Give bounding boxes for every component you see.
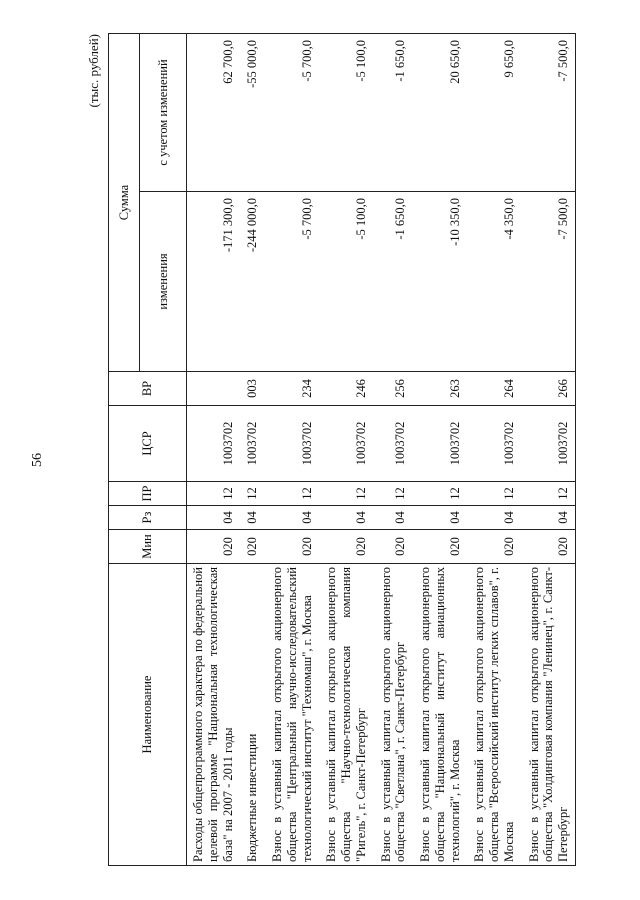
row-csr: 1003702 <box>373 406 413 482</box>
row-csr: 1003702 <box>239 406 264 482</box>
row-pr: 12 <box>466 482 520 506</box>
header-csr: ЦСР <box>109 406 187 482</box>
row-rz: 04 <box>412 506 466 530</box>
row-pr: 12 <box>239 482 264 506</box>
row-change: -5 700,0 <box>264 192 318 372</box>
row-name: Взнос в уставный капитал открытого акционерного общества "Холдинговая компания "Ленинец", г. Санкт-Петербург <box>521 564 576 866</box>
header-vr: ВР <box>109 372 187 406</box>
row-min: 020 <box>187 530 240 564</box>
row-csr: 1003702 <box>466 406 520 482</box>
table-row <box>264 34 318 866</box>
row-with-change: 9 650,0 <box>466 34 520 192</box>
row-rz: 04 <box>264 506 318 530</box>
header-pr: ПР <box>109 482 187 506</box>
row-vr: 263 <box>412 372 466 406</box>
row-change: -5 100,0 <box>318 192 372 372</box>
row-min: 020 <box>521 530 576 564</box>
row-pr: 12 <box>187 482 240 506</box>
row-pr: 12 <box>264 482 318 506</box>
row-min: 020 <box>412 530 466 564</box>
row-change: -171 300,0 <box>187 192 240 372</box>
row-csr: 1003702 <box>264 406 318 482</box>
row-csr: 1003702 <box>521 406 576 482</box>
row-vr: 003 <box>239 372 264 406</box>
row-name: Взнос в уставный капитал открытого акционерного общества "Светлана", г. Санкт-Петербург <box>373 564 413 866</box>
row-change: -244 000,0 <box>239 192 264 372</box>
row-pr: 12 <box>412 482 466 506</box>
row-change: -1 650,0 <box>373 192 413 372</box>
header-name: Наименование <box>109 564 187 866</box>
row-csr: 1003702 <box>412 406 466 482</box>
table-row <box>412 34 466 866</box>
header-rz: Рз <box>109 506 187 530</box>
row-min: 020 <box>239 530 264 564</box>
document-page <box>70 20 640 880</box>
row-vr: 246 <box>318 372 372 406</box>
row-with-change: -5 700,0 <box>264 34 318 192</box>
row-vr: 234 <box>264 372 318 406</box>
row-name: Взнос в уставный капитал открытого акционерного общества "Научно-технологическая компания "Ригель", г. Санкт-Петербург <box>318 564 372 866</box>
budget-table <box>108 33 576 866</box>
row-with-change: -55 000,0 <box>239 34 264 192</box>
row-change: -4 350,0 <box>466 192 520 372</box>
row-vr: 266 <box>521 372 576 406</box>
row-with-change: -7 500,0 <box>521 34 576 192</box>
row-change: -10 350,0 <box>412 192 466 372</box>
row-csr: 1003702 <box>187 406 240 482</box>
table-row <box>373 34 413 866</box>
row-with-change: 20 650,0 <box>412 34 466 192</box>
row-change: -7 500,0 <box>521 192 576 372</box>
header-change: изменения <box>140 192 187 372</box>
row-name: Расходы общепрограммного характера по федеральной целевой программе "Национальная технологическая база" на 2007 - 2011 годы <box>187 564 240 866</box>
row-name: Взнос в уставный капитал открытого акционерного общества "Всероссийский институт легких сплавов", г. Москва <box>466 564 520 866</box>
page-number: 56 <box>30 453 45 467</box>
row-rz: 04 <box>239 506 264 530</box>
row-min: 020 <box>264 530 318 564</box>
row-name: Бюджетные инвестиции <box>239 564 264 866</box>
row-csr: 1003702 <box>318 406 372 482</box>
table-row <box>318 34 372 866</box>
table-row <box>521 34 576 866</box>
row-rz: 04 <box>187 506 240 530</box>
unit-note: (тыс. рублей) <box>86 34 101 108</box>
row-with-change: -1 650,0 <box>373 34 413 192</box>
row-vr <box>187 372 240 406</box>
row-with-change: -5 100,0 <box>318 34 372 192</box>
row-name: Взнос в уставный капитал открытого акционерного общества "Центральный научно-исследовательский технологический институт "Техномаш", г. Москва <box>264 564 318 866</box>
row-rz: 04 <box>373 506 413 530</box>
header-sum: Сумма <box>109 34 140 372</box>
row-rz: 04 <box>521 506 576 530</box>
row-vr: 264 <box>466 372 520 406</box>
table-row <box>187 34 240 866</box>
row-pr: 12 <box>521 482 576 506</box>
row-with-change: 62 700,0 <box>187 34 240 192</box>
row-min: 020 <box>318 530 372 564</box>
row-name: Взнос в уставный капитал открытого акционерного общества "Национальный институт авиационных технологий", г. Москва <box>412 564 466 866</box>
header-with-change: с учетом изменений <box>140 34 187 192</box>
row-rz: 04 <box>466 506 520 530</box>
row-min: 020 <box>373 530 413 564</box>
row-pr: 12 <box>318 482 372 506</box>
table-row <box>466 34 520 866</box>
header-min: Мин <box>109 530 187 564</box>
row-min: 020 <box>466 530 520 564</box>
row-vr: 256 <box>373 372 413 406</box>
row-pr: 12 <box>373 482 413 506</box>
row-rz: 04 <box>318 506 372 530</box>
table-row <box>239 34 264 866</box>
